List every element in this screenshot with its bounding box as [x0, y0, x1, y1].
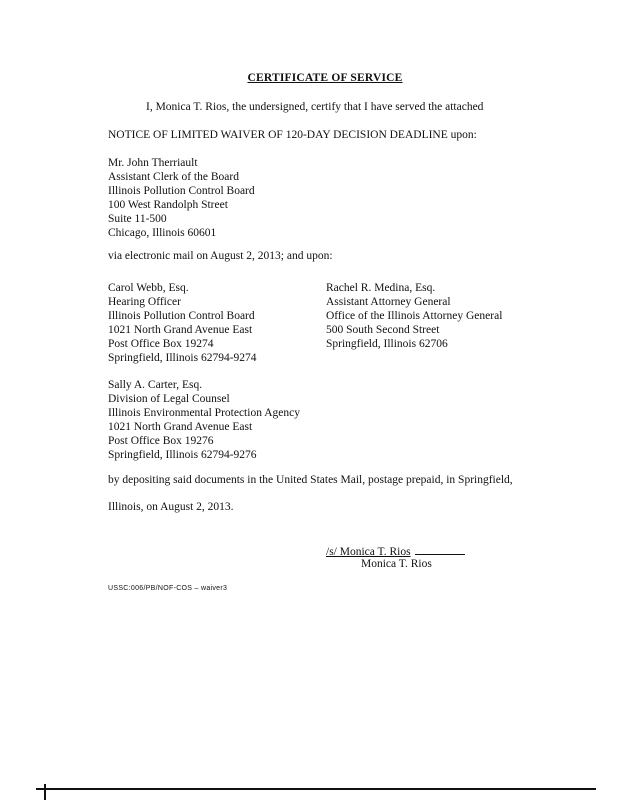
address-line: Springfield, Illinois 62706 — [326, 338, 448, 350]
date-text: Illinois, on August 2, 2013. — [108, 501, 234, 513]
address-line: 1021 North Grand Avenue East — [108, 324, 253, 336]
intro-text: I, Monica T. Rios, the undersigned, certify that I have served the attached — [146, 101, 484, 113]
address-line: 500 South Second Street — [326, 324, 440, 336]
address-line: Chicago, Illinois 60601 — [108, 227, 217, 239]
address-line: Springfield, Illinois 62794-9274 — [108, 352, 257, 364]
address-line: Office of the Illinois Attorney General — [326, 310, 503, 322]
address-block-medina — [326, 281, 502, 351]
address-line: Hearing Officer — [108, 296, 181, 308]
address-line: Assistant Attorney General — [326, 296, 451, 308]
address-line: Rachel R. Medina, Esq. — [326, 282, 436, 294]
address-line: Suite 11-500 — [108, 213, 167, 225]
address-line: Division of Legal Counsel — [108, 393, 230, 405]
document-code: USSC:006/PB/NOF-COS – waiver3 — [108, 585, 228, 592]
notice-text: NOTICE OF LIMITED WAIVER OF 120-DAY DECISION DEADLINE upon: — [108, 129, 477, 141]
address-line: 100 West Randolph Street — [108, 199, 228, 211]
address-line: Illinois Pollution Control Board — [108, 310, 255, 322]
signatory-name: Monica T. Rios — [361, 558, 432, 570]
via-electronic-mail-text: via electronic mail on August 2, 2013; and upon: — [108, 250, 333, 262]
scan-edge-rule — [36, 788, 596, 790]
signature-underline — [415, 544, 465, 555]
address-block-carter — [108, 378, 300, 462]
address-block-clerk — [108, 156, 255, 240]
signature-line — [326, 544, 465, 559]
address-line: Mr. John Therriault — [108, 157, 198, 169]
address-line: Assistant Clerk of the Board — [108, 171, 239, 183]
certificate-title: CERTIFICATE OF SERVICE — [247, 72, 403, 84]
address-line: Illinois Environmental Protection Agency — [108, 407, 300, 419]
scan-edge-mark — [44, 784, 46, 800]
address-line: Post Office Box 19276 — [108, 435, 214, 447]
address-line: 1021 North Grand Avenue East — [108, 421, 253, 433]
signature-text: /s/ Monica T. Rios — [326, 546, 411, 558]
address-line: Illinois Pollution Control Board — [108, 185, 255, 197]
address-line: Post Office Box 19274 — [108, 338, 214, 350]
address-line: Carol Webb, Esq. — [108, 282, 189, 294]
address-line: Springfield, Illinois 62794-9276 — [108, 449, 257, 461]
address-block-webb — [108, 281, 257, 365]
address-line: Sally A. Carter, Esq. — [108, 379, 203, 391]
deposit-text: by depositing said documents in the United States Mail, postage prepaid, in Springfield, — [108, 474, 513, 486]
